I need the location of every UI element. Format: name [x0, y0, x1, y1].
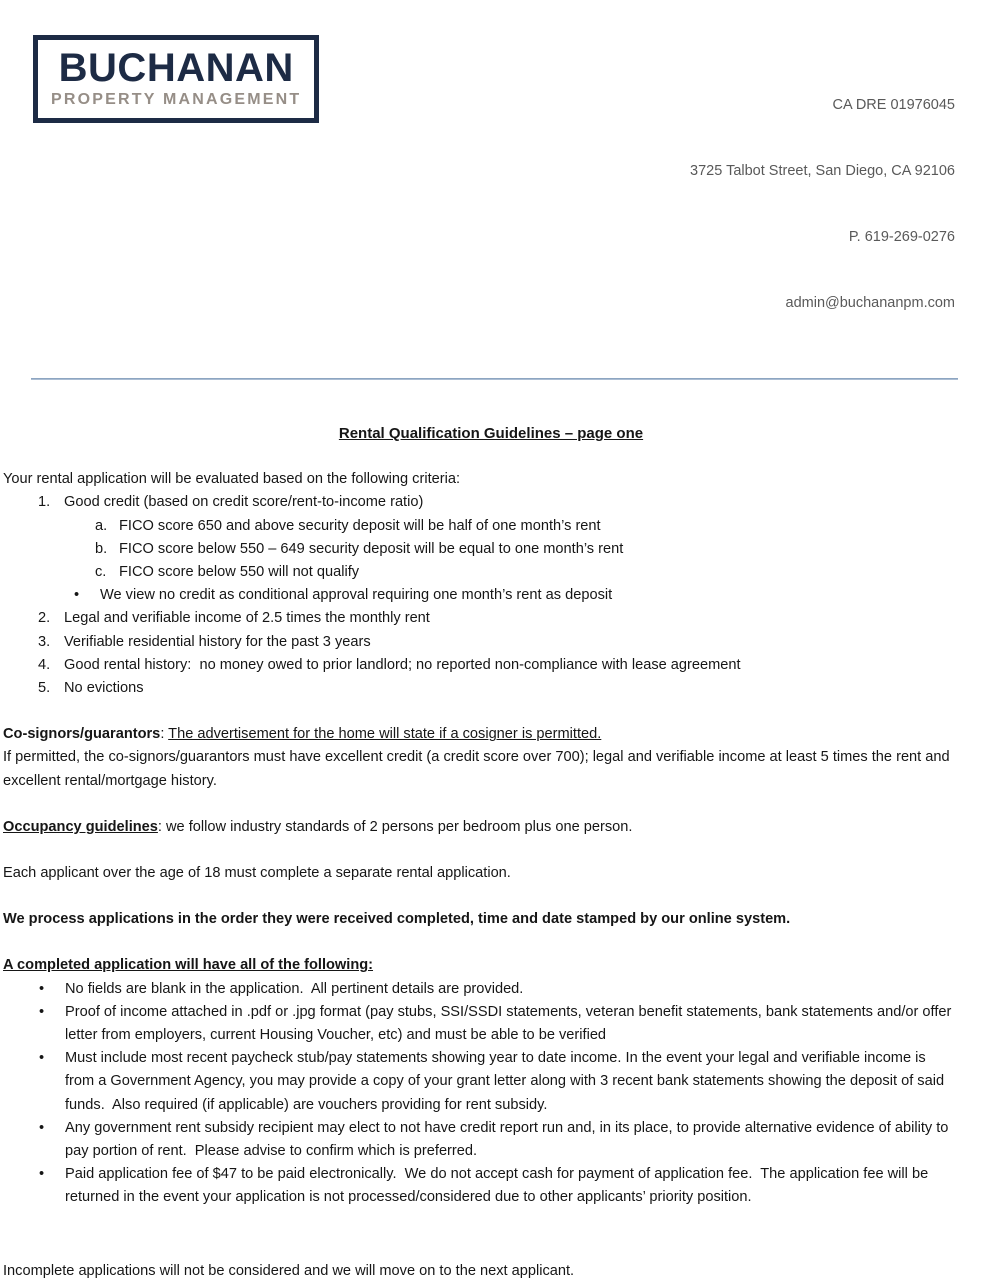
processing-note: We process applications in the order they were received completed, time and date stamped by our online system. — [3, 911, 791, 928]
list-letter: b. — [95, 540, 108, 557]
list-number: 4. — [38, 656, 51, 673]
criteria-item-3: 3. Verifiable residential history for the past 3 years — [3, 631, 955, 654]
bullet-marker: • — [39, 1119, 45, 1136]
footer-note: Incomplete applications will not be considered and we will move on to the next applicant. — [3, 1262, 575, 1279]
letterhead — [0, 0, 997, 358]
criteria-item-1: 1. Good credit (based on credit score/rent-to-income ratio) — [3, 491, 955, 514]
criteria-note: • We view no credit as conditional approval requiring one month’s rent as deposit — [3, 584, 955, 607]
header-divider — [31, 378, 958, 380]
criteria-item-1a: a. FICO score 650 and above security deposit will be half of one month’s rent — [3, 515, 955, 538]
email-address: admin@buchananpm.com — [785, 295, 955, 311]
completed-item-1: • No fields are blank in the application. All pertinent details are provided. — [3, 978, 955, 1001]
list-number: 5. — [38, 680, 51, 697]
occupancy-text: : we follow industry standards of 2 persons per bedroom plus one person. — [157, 818, 633, 835]
bullet-marker: • — [39, 1050, 45, 1067]
criteria-item-1b: b. FICO score below 550 – 649 security deposit will be equal to one month’s rent — [3, 538, 955, 561]
company-name: BUCHANAN — [58, 46, 294, 90]
criteria-item-2: 2. Legal and verifiable income of 2.5 times the monthly rent — [3, 607, 955, 630]
criteria-item-1c: c. FICO score below 550 will not qualify — [3, 561, 955, 584]
list-letter: c. — [95, 564, 107, 581]
contact-block — [690, 35, 955, 358]
company-subtitle: PROPERTY MANAGEMENT — [51, 91, 302, 108]
applicant-note: Each applicant over the age of 18 must complete a separate rental application. — [3, 865, 511, 882]
license-number: CA DRE 01976045 — [832, 97, 955, 113]
bullet-marker: • — [39, 1166, 45, 1183]
street-address: 3725 Talbot Street, San Diego, CA 92106 — [690, 163, 955, 179]
phone-number: P. 619-269-0276 — [848, 229, 955, 245]
occupancy-paragraph — [3, 816, 955, 839]
occupancy-label: Occupancy guidelines — [3, 818, 158, 835]
page-title: Rental Qualification Guidelines – page one — [338, 425, 644, 442]
criteria-item-5: 5. No evictions — [3, 677, 955, 700]
cosigners-label: Co-signors/guarantors — [3, 726, 161, 743]
list-number: 3. — [38, 633, 51, 650]
completed-item-5: • Paid application fee of $47 to be paid electronically. We do not accept cash for payment of application fee. The application fee will be returned in the event your application is not processed/considered due to other applicants’ priority position. — [3, 1163, 955, 1209]
completed-item-2: • Proof of income attached in .pdf or .jpg format (pay stubs, SSI/SSDI statements, veteran benefit statements, bank statements and/or offer letter from employers, current Housing Voucher, etc) and must be able to be verified — [3, 1001, 955, 1047]
list-number: 2. — [38, 610, 51, 627]
bullet-marker: • — [39, 980, 45, 997]
cosigners-paragraph: Co-signors/guarantors: The advertisement for the home will state if a cosigner is permitted. If permitted, the co-signors/guarantors must have excellent credit (a credit score over 700); legal and verifiable income at least 5 times the rent and excellent rental/mortgage history. — [3, 726, 954, 789]
intro-paragraph: Your rental application will be evaluated based on the following criteria: — [3, 471, 461, 488]
list-letter: a. — [95, 517, 108, 534]
completed-item-4: • Any government rent subsidy recipient may elect to not have credit report run and, in its place, to provide alternative evidence of ability to pay portion of rent. Please advise to confirm which is preferred. — [3, 1117, 955, 1163]
completed-item-3: • Must include most recent paycheck stub/pay statements showing year to date income. In the event your legal and verifiable income is from a Government Agency, you may provide a copy of your grant letter along with 3 recent bank statements showing the deposit of said funds. Also required (if applicable) are vouchers providing for rent subsidy. — [3, 1047, 955, 1117]
bullet-marker: • — [39, 1003, 45, 1020]
cosigners-policy: The advertisement for the home will state if a cosigner is permitted. — [168, 726, 602, 743]
cosigners-body: If permitted, the co-signors/guarantors must have excellent credit (a credit score over 700); legal and verifiable income at least 5 times the rent and excellent rental/mortgage history. — [3, 749, 954, 789]
document-body — [0, 422, 997, 1283]
bullet-marker: • — [74, 587, 80, 604]
company-logo — [33, 35, 319, 123]
list-number: 1. — [38, 494, 51, 511]
criteria-item-4: 4. Good rental history: no money owed to prior landlord; no reported non-compliance with lease agreement — [3, 654, 955, 677]
completed-heading: A completed application will have all of the following: — [3, 957, 374, 974]
